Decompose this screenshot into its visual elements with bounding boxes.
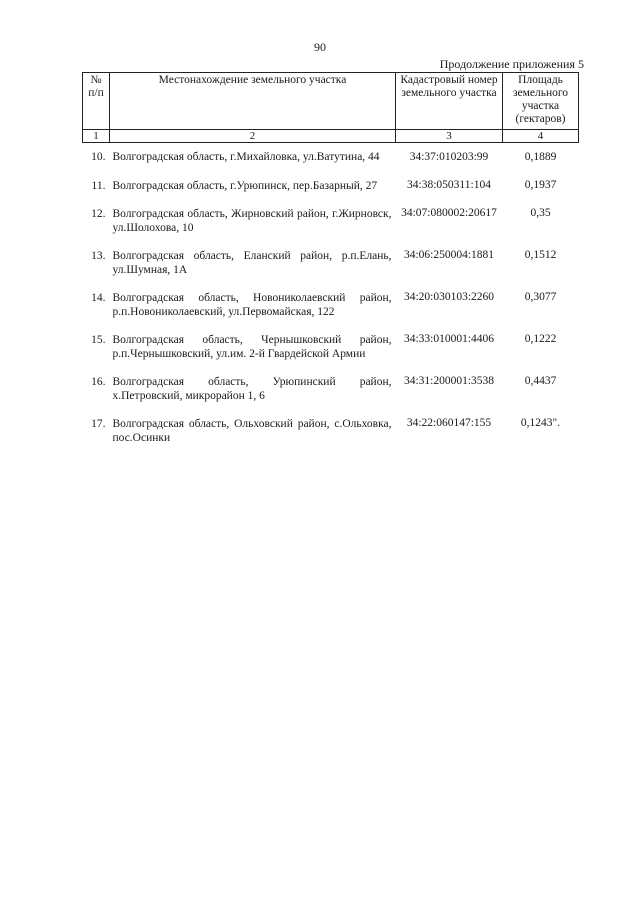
- row-location: Волгоградская область, Новониколаевский район, р.п.Новониколаевский, ул.Первомайская, 122: [112, 292, 392, 318]
- table-row: [83, 291, 579, 333]
- row-number: 16.: [91, 376, 106, 388]
- row-cadastral-number: 34:22:060147:155: [406, 417, 492, 429]
- row-area: 0,1937: [524, 178, 557, 191]
- row-number: 13.: [91, 250, 106, 262]
- land-plots-table: [82, 72, 579, 459]
- row-cadastral-number: 34:38:050311:104: [407, 178, 491, 191]
- table-header-row: [83, 73, 579, 130]
- table-row: [83, 333, 579, 375]
- row-cadastral-number: 34:37:010203:99: [409, 151, 489, 163]
- table-row: [83, 207, 579, 249]
- column-number: 3: [396, 130, 503, 143]
- column-number: 4: [503, 130, 579, 143]
- row-location: Волгоградская область, г.Урюпинск, пер.Базарный, 27: [112, 179, 378, 192]
- header-location: Местонахождение земельного участка: [110, 73, 396, 130]
- row-cadastral-number: 34:20:030103:2260: [403, 291, 495, 303]
- table-row: [83, 143, 579, 179]
- table-body: [83, 143, 579, 460]
- page-number: 90: [314, 40, 326, 54]
- table-row: [83, 375, 579, 417]
- row-number: 17.: [91, 418, 106, 430]
- row-area: 0,4437: [524, 375, 557, 387]
- row-location: Волгоградская область, Чернышковский район, р.п.Чернышковский, ул.им. 2-й Гвардейской Армии: [112, 334, 392, 360]
- row-number: 11.: [91, 179, 106, 192]
- table-row: [83, 179, 579, 208]
- row-cadastral-number: 34:31:200001:3538: [403, 375, 495, 387]
- table-row: [83, 249, 579, 291]
- row-area: 0,35: [530, 207, 551, 219]
- row-area: 0,1889: [524, 151, 557, 163]
- appendix-continuation-label: Продолжение приложения 5: [439, 57, 584, 71]
- row-location: Волгоградская область, г.Михайловка, ул.Ватутина, 44: [112, 151, 380, 163]
- row-cadastral-number: 34:07:080002:20617: [401, 207, 497, 219]
- table-row: [83, 417, 579, 459]
- row-location: Волгоградская область, Урюпинский район, х.Петровский, микрорайон 1, 6: [112, 376, 392, 402]
- row-number: 10.: [91, 151, 106, 163]
- header-area: Площадь земельного участка (гектаров): [503, 73, 579, 130]
- row-cadastral-number: 34:33:010001:4406: [403, 333, 495, 345]
- row-area: 0,3077: [524, 291, 557, 303]
- row-number: 12.: [91, 208, 106, 220]
- column-number-row: [83, 130, 579, 143]
- column-number: 2: [110, 130, 396, 143]
- row-number: 15.: [91, 334, 106, 346]
- row-location: Волгоградская область, Ольховский район, с.Ольховка, пос.Осинки: [112, 418, 392, 444]
- row-number: 14.: [91, 292, 106, 304]
- row-cadastral-number: 34:06:250004:1881: [403, 249, 495, 261]
- header-cadastral-number: Кадастровый номер земельного участка: [396, 73, 503, 130]
- row-location: Волгоградская область, Жирновский район, г.Жирновск, ул.Шолохова, 10: [112, 208, 392, 234]
- row-area: 0,1512: [524, 249, 557, 261]
- row-area: 0,1222: [524, 333, 557, 345]
- row-location: Волгоградская область, Еланский район, р.п.Елань, ул.Шумная, 1А: [112, 250, 392, 276]
- column-number: 1: [83, 130, 110, 143]
- header-number: № п/п: [83, 73, 110, 130]
- row-area: 0,1243".: [520, 417, 561, 429]
